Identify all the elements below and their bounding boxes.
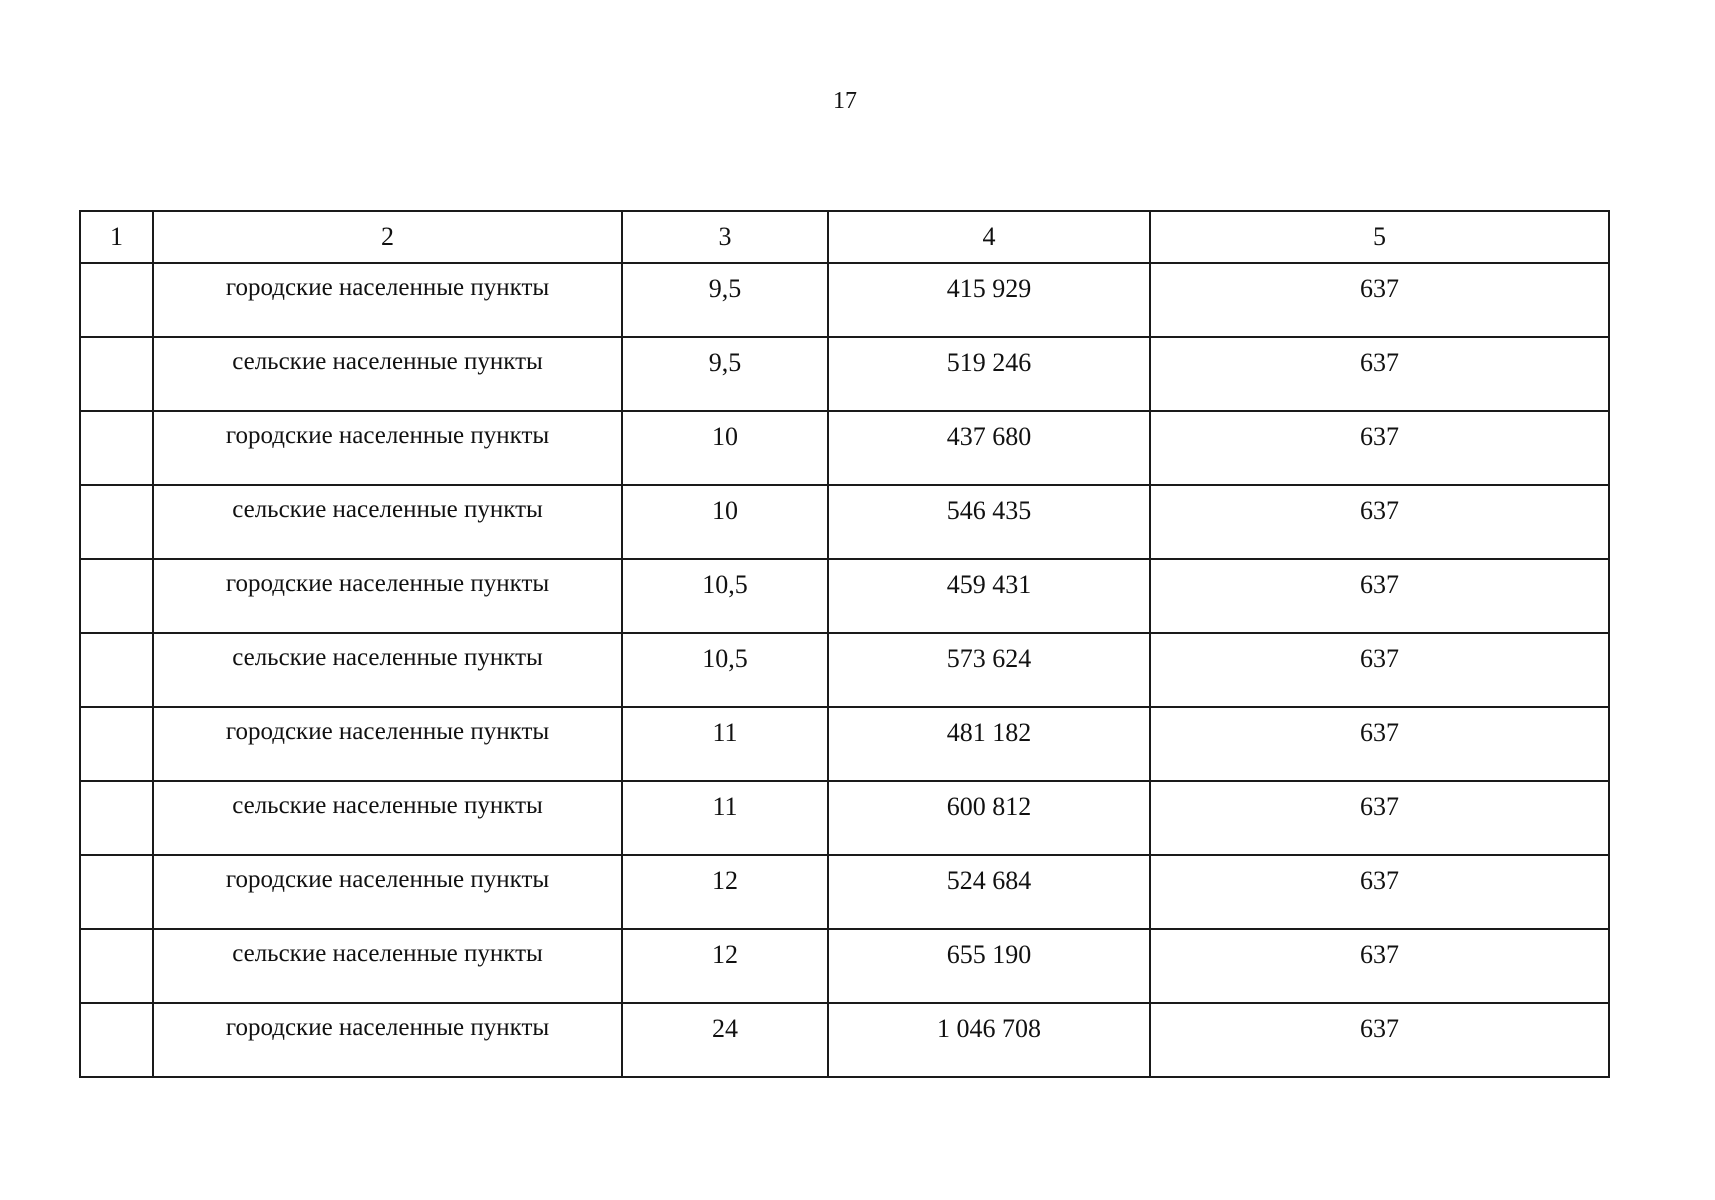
table-row [80, 411, 1609, 485]
value-cell-col5: 637 [1150, 707, 1609, 781]
table-row [80, 337, 1609, 411]
row-index-cell [80, 411, 153, 485]
value-cell-col4: 481 182 [828, 707, 1150, 781]
value-cell-col4: 459 431 [828, 559, 1150, 633]
row-index-cell [80, 781, 153, 855]
table-row [80, 1003, 1609, 1077]
value-cell-col3: 10 [622, 411, 828, 485]
row-index-cell [80, 485, 153, 559]
data-table [79, 210, 1610, 1078]
header-row [80, 211, 1609, 263]
table-row [80, 263, 1609, 337]
table-row [80, 855, 1609, 929]
column-header-5: 5 [1150, 211, 1609, 263]
value-cell-col4: 437 680 [828, 411, 1150, 485]
settlement-type-cell: городские населенные пункты [153, 559, 622, 633]
table-row [80, 485, 1609, 559]
table-row [80, 929, 1609, 1003]
table-row [80, 633, 1609, 707]
value-cell-col4: 415 929 [828, 263, 1150, 337]
column-header-2: 2 [153, 211, 622, 263]
settlement-type-cell: сельские населенные пункты [153, 929, 622, 1003]
value-cell-col3: 10,5 [622, 559, 828, 633]
table-row [80, 707, 1609, 781]
row-index-cell [80, 855, 153, 929]
settlement-type-cell: сельские населенные пункты [153, 781, 622, 855]
value-cell-col4: 600 812 [828, 781, 1150, 855]
row-index-cell [80, 263, 153, 337]
value-cell-col5: 637 [1150, 337, 1609, 411]
value-cell-col4: 546 435 [828, 485, 1150, 559]
value-cell-col4: 524 684 [828, 855, 1150, 929]
row-index-cell [80, 1003, 153, 1077]
table-row [80, 781, 1609, 855]
value-cell-col4: 519 246 [828, 337, 1150, 411]
value-cell-col4: 1 046 708 [828, 1003, 1150, 1077]
value-cell-col3: 9,5 [622, 337, 828, 411]
value-cell-col3: 11 [622, 707, 828, 781]
value-cell-col5: 637 [1150, 929, 1609, 1003]
value-cell-col3: 11 [622, 781, 828, 855]
row-index-cell [80, 707, 153, 781]
value-cell-col5: 637 [1150, 781, 1609, 855]
settlement-type-cell: сельские населенные пункты [153, 633, 622, 707]
row-index-cell [80, 337, 153, 411]
value-cell-col5: 637 [1150, 559, 1609, 633]
column-header-4: 4 [828, 211, 1150, 263]
column-header-1: 1 [80, 211, 153, 263]
settlement-type-cell: сельские населенные пункты [153, 485, 622, 559]
row-index-cell [80, 633, 153, 707]
value-cell-col3: 12 [622, 929, 828, 1003]
value-cell-col4: 655 190 [828, 929, 1150, 1003]
settlement-type-cell: городские населенные пункты [153, 855, 622, 929]
value-cell-col3: 10,5 [622, 633, 828, 707]
settlement-type-cell: городские населенные пункты [153, 1003, 622, 1077]
settlement-type-cell: городские населенные пункты [153, 411, 622, 485]
table-row [80, 559, 1609, 633]
page-number: 17 [833, 88, 857, 114]
value-cell-col3: 24 [622, 1003, 828, 1077]
value-cell-col5: 637 [1150, 263, 1609, 337]
value-cell-col5: 637 [1150, 855, 1609, 929]
settlement-type-cell: городские населенные пункты [153, 707, 622, 781]
value-cell-col5: 637 [1150, 411, 1609, 485]
value-cell-col5: 637 [1150, 485, 1609, 559]
settlement-type-cell: городские населенные пункты [153, 263, 622, 337]
value-cell-col4: 573 624 [828, 633, 1150, 707]
column-header-3: 3 [622, 211, 828, 263]
value-cell-col3: 9,5 [622, 263, 828, 337]
value-cell-col5: 637 [1150, 633, 1609, 707]
row-index-cell [80, 929, 153, 1003]
value-cell-col3: 10 [622, 485, 828, 559]
value-cell-col3: 12 [622, 855, 828, 929]
settlement-type-cell: сельские населенные пункты [153, 337, 622, 411]
row-index-cell [80, 559, 153, 633]
value-cell-col5: 637 [1150, 1003, 1609, 1077]
